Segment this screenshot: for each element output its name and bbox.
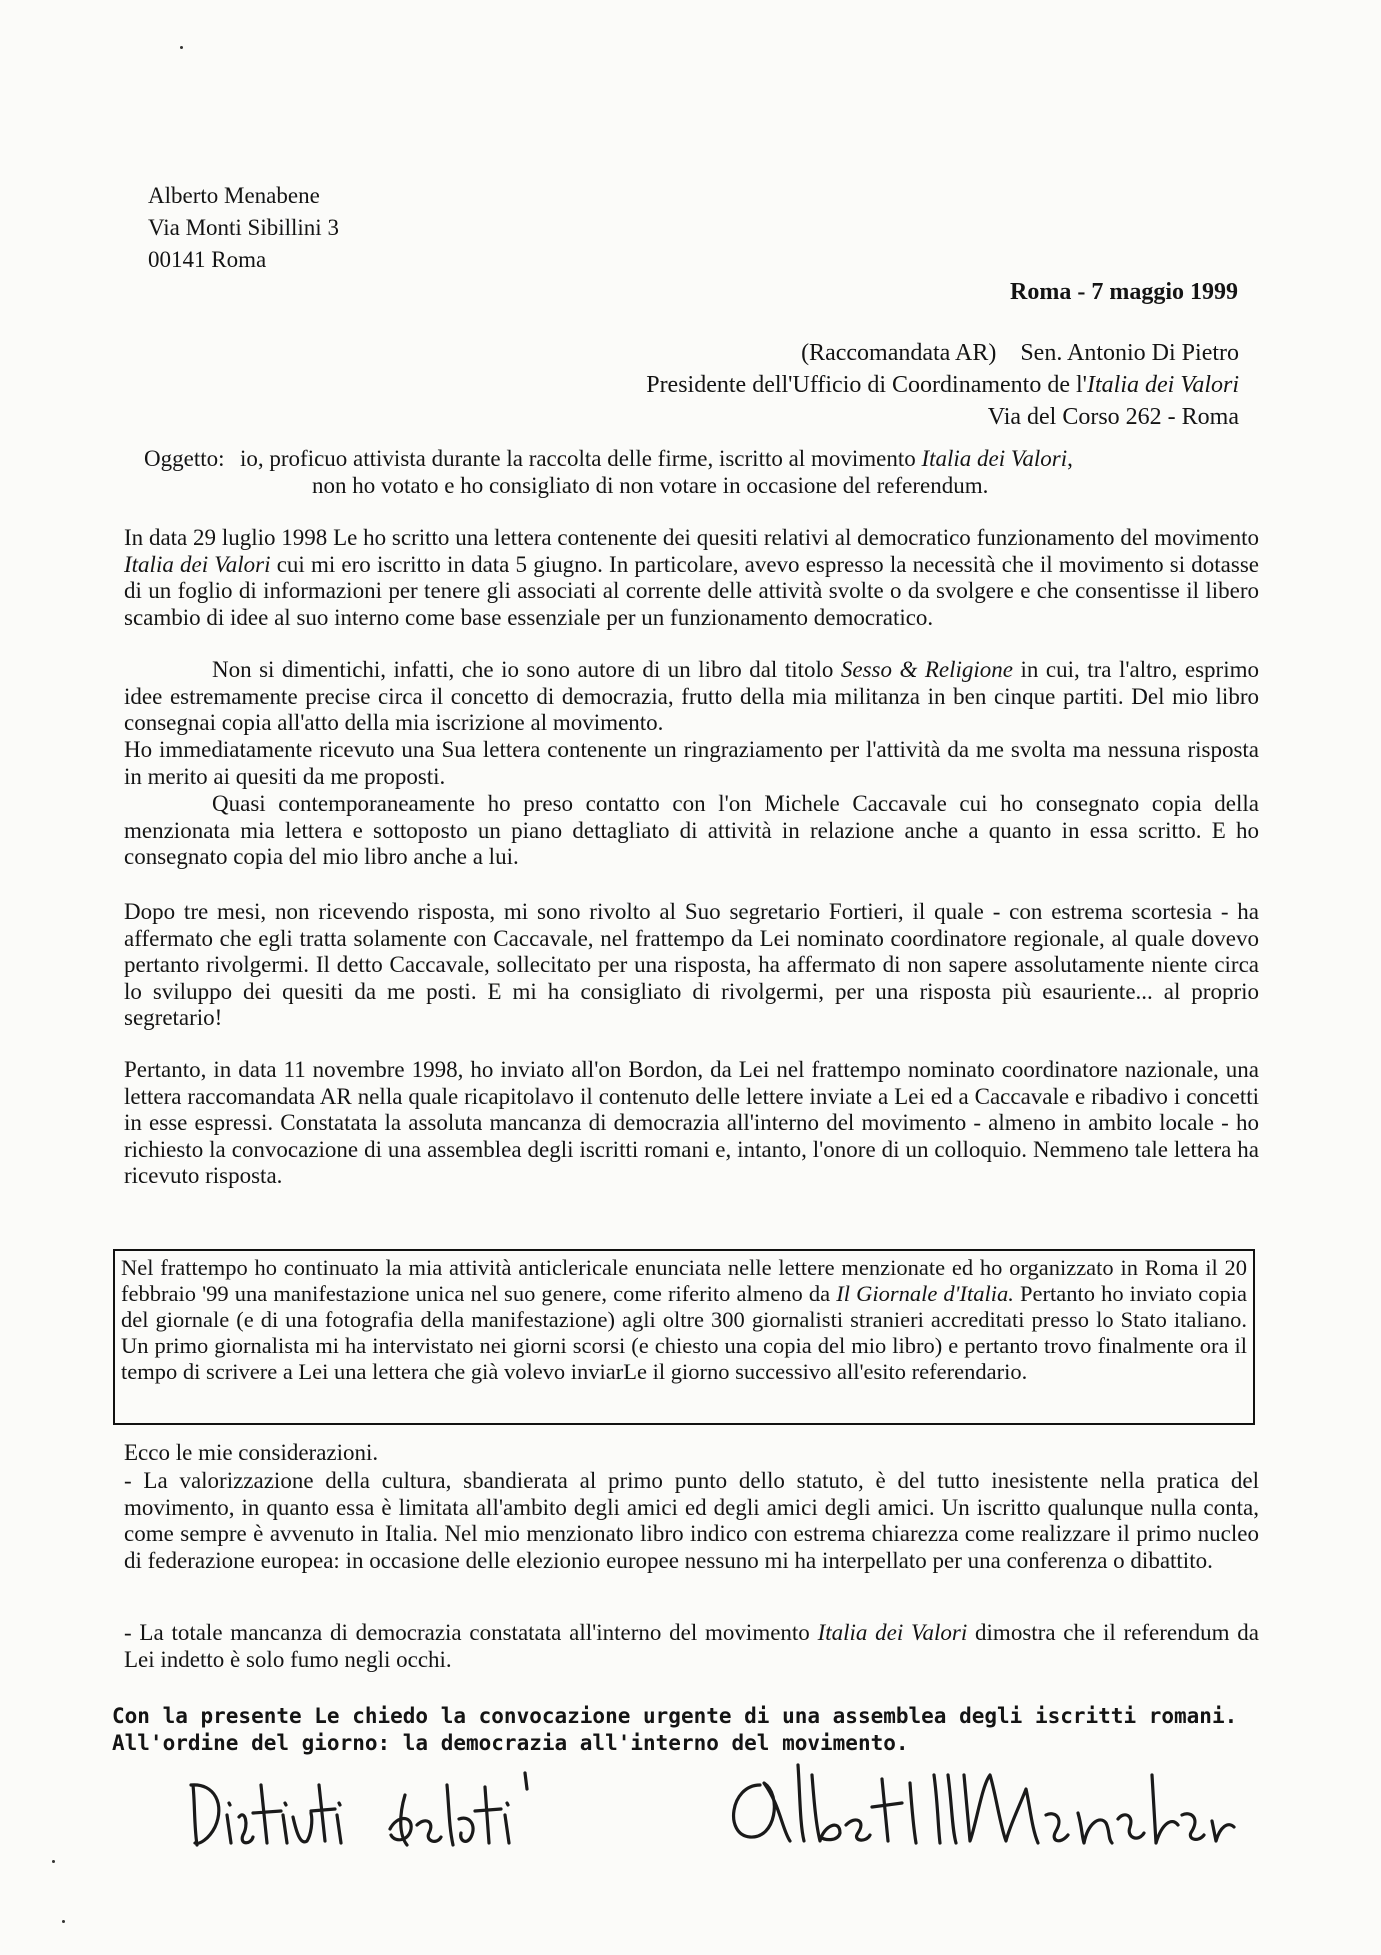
handwritten-signature xyxy=(720,1745,1240,1865)
consideration-1: - La valorizzazione della cultura, sbandierata al primo punto dello statuto, è del tutto inesistente nella pratica del movimento, in quanto essa è limitata all'ambito degli amici ed degli amici degli amici. Un iscritto qualunque nulla conta, come sempre è avvenuto in Italia. Nel mio menzionato libro indico con estrema chiarezza come realizzare il primo nucleo di federazione europea: in occasione delle elezionio europee nessuno mi ha interpellato per una conferenza o dibattito. xyxy=(124,1468,1259,1573)
paragraph-4: Quasi contemporaneamente ho preso contatto con l'on Michele Caccavale cui ho consegnato copia della menzionata mia lettera e sottoposto un piano dettagliato di attività in relazione anche a quanto in essa scritto. E ho consegnato copia del mio libro anche a lui. xyxy=(124,791,1259,869)
registered-mail-note: (Raccomandata AR) xyxy=(801,340,997,366)
sender-name: Alberto Menabene xyxy=(148,183,320,208)
addressee-line-2: Presidente dell'Ufficio di Coordinamento de l'Italia dei Valori xyxy=(646,372,1239,398)
paragraph-1: In data 29 luglio 1998 Le ho scritto una lettera contenente dei quesiti relativi al democratico funzionamento del movimento Italia dei Valori cui mi ero iscritto in data 5 giugno. In particolare, avevo espresso la necessità che il movimento si dotasse di un foglio di informazioni per tenere gli associati al corrente delle attività svolte o da svolgere e che consentisse il libero scambio di idee al suo interno come base essenziale per un funzionamento democratico. xyxy=(124,525,1259,630)
addressee-name: Sen. Antonio Di Pietro xyxy=(1020,340,1239,366)
scan-speck xyxy=(62,1920,65,1923)
subject-label: Oggetto: xyxy=(144,446,225,471)
consideration-2: - La totale mancanza di democrazia constatata all'interno del movimento Italia dei Valori dimostra che il referendum da Lei indetto è solo fumo negli occhi. xyxy=(124,1620,1259,1672)
paragraph-5: Dopo tre mesi, non ricevendo risposta, mi sono rivolto al Suo segretario Fortieri, il quale - con estrema scortesia - ha affermato che egli tratta solamente con Caccavale, nel frattempo da Lei nominato coordinatore regionale, al quale dovevo pertanto rivolgermi. Il detto Caccavale, sollecitato per una risposta, ha affermato di non sapere assolutamente niente circa lo sviluppo dei quesiti da me posti. E mi ha consigliato di rivolgermi, per una risposta più esauriente... al proprio segretario! xyxy=(124,899,1259,1030)
addressee-line-3: Via del Corso 262 - Roma xyxy=(987,404,1239,430)
letter-date: Roma - 7 maggio 1999 xyxy=(1010,279,1238,305)
considerations-heading: Ecco le mie considerazioni. xyxy=(124,1440,379,1465)
request-paragraph: Con la presente Le chiedo la convocazione urgente di una assemblea degli iscritti romani. All'ordine del giorno: la democrazia all'interno del movimento. xyxy=(112,1704,1238,1755)
scan-speck xyxy=(52,1860,55,1863)
boxed-paragraph: Nel frattempo ho continuato la mia attività anticlericale enunciata nelle lettere menzionate ed ho organizzato in Roma il 20 febbraio '99 una manifestazione unica nel suo genere, come riferito almeno da Il Giornale d'Italia. Pertanto ho inviato copia del giornale (e di una fotografia della manifestazione) agli oltre 300 giornalisti stranieri accreditati presso lo Stato italiano. Un primo giornalista mi ha intervistato nei giorni scorsi (e chiesto una copia del mio libro) e pertanto trovo finalmente ora il tempo di scrivere a Lei una lettera che già volevo inviarLe il giorno successivo all'esito referendario. xyxy=(113,1249,1255,1425)
addressee-line-1 xyxy=(646,337,1239,369)
handwritten-closing xyxy=(185,1755,605,1865)
subject-line: Oggetto: io, proficuo attivista durante la raccolta delle firme, iscritto al movimento Italia dei Valori, non ho votato e ho consigliato di non votare in occasione del referendum. xyxy=(144,446,1073,498)
sender-city: 00141 Roma xyxy=(148,247,267,272)
sender-street: Via Monti Sibillini 3 xyxy=(148,215,339,240)
paragraph-3: Ho immediatamente ricevuto una Sua lettera contenente un ringraziamento per l'attività da me svolta ma nessuna risposta in merito ai quesiti da me proposti. xyxy=(124,737,1259,789)
paragraph-6: Pertanto, in data 11 novembre 1998, ho inviato all'on Bordon, da Lei nel frattempo nominato coordinatore nazionale, una lettera raccomandata AR nella quale ricapitolavo il contenuto delle lettere inviate a Lei ed a Caccavale e ribadivo i concetti in esse espressi. Constatata la assoluta mancanza di democrazia all'interno del movimento - almeno in ambito locale - ho richiesto la convocazione di una assemblea degli iscritti romani e, intanto, l'onore di un colloquio. Nemmeno tale lettera ha ricevuto risposta. xyxy=(124,1057,1259,1188)
paragraph-2: Non si dimentichi, infatti, che io sono autore di un libro dal titolo Sesso & Religione in cui, tra l'altro, esprimo idee estremamente precise circa il concetto di democrazia, frutto della mia militanza in ben cinque partiti. Del mio libro consegnai copia all'atto della mia iscrizione al movimento. xyxy=(124,657,1259,735)
addressee-block xyxy=(646,337,1239,433)
sender-address xyxy=(148,180,339,276)
scan-speck xyxy=(180,46,183,49)
